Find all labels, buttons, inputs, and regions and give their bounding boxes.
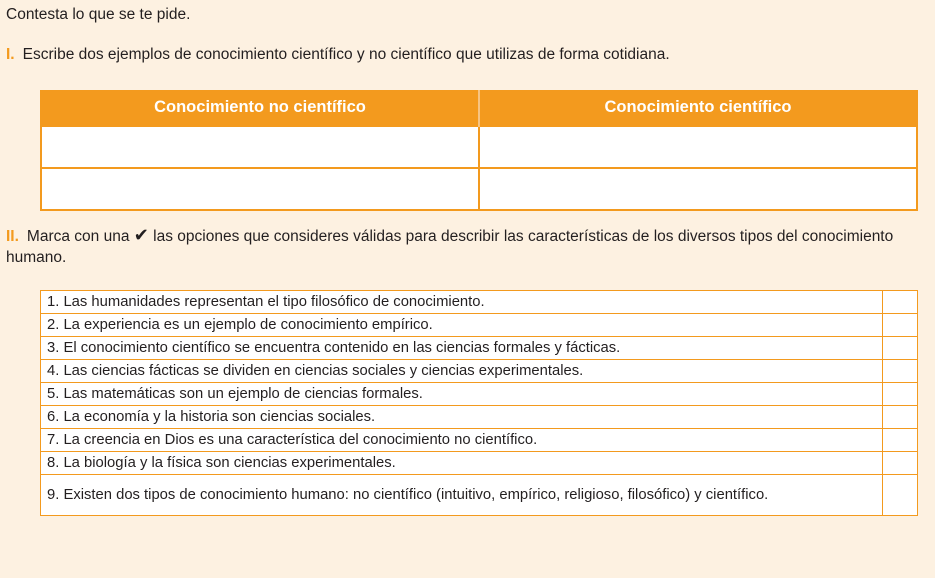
check-box[interactable] — [882, 383, 918, 406]
question-2 — [6, 225, 906, 268]
header-scientific: Conocimiento científico — [479, 90, 917, 126]
answer-cell-scientific-2[interactable] — [479, 168, 917, 210]
statements-checklist — [40, 290, 918, 516]
question-2-prompt-after: las opciones que consideres válidas para describir las características de los diversos tipos del conocimiento humano. — [6, 228, 894, 266]
answer-cell-non-scientific-2[interactable] — [41, 168, 479, 210]
statement-text: 1. Las humanidades representan el tipo filosófico de conocimiento. — [41, 291, 883, 314]
check-box[interactable] — [882, 475, 918, 516]
checkmark-icon: ✔ — [133, 225, 149, 245]
statement-text: 3. El conocimiento científico se encuentra contenido en las ciencias formales y fácticas. — [41, 337, 883, 360]
check-box[interactable] — [882, 314, 918, 337]
question-1-number: I. — [6, 46, 15, 63]
statement-text: 5. Las matemáticas son un ejemplo de ciencias formales. — [41, 383, 883, 406]
statement-text: 4. Las ciencias fácticas se dividen en ciencias sociales y ciencias experimentales. — [41, 360, 883, 383]
answer-cell-scientific-1[interactable] — [479, 126, 917, 168]
statement-row — [41, 406, 918, 429]
statement-row — [41, 314, 918, 337]
statement-row — [41, 337, 918, 360]
check-box[interactable] — [882, 360, 918, 383]
check-box[interactable] — [882, 406, 918, 429]
check-box[interactable] — [882, 291, 918, 314]
knowledge-examples-table — [40, 90, 918, 211]
table-row — [41, 168, 917, 210]
check-box[interactable] — [882, 337, 918, 360]
statement-text: 2. La experiencia es un ejemplo de conocimiento empírico. — [41, 314, 883, 337]
header-non-scientific: Conocimiento no científico — [41, 90, 479, 126]
statement-row — [41, 360, 918, 383]
question-2-number: II. — [6, 228, 19, 245]
table-row — [41, 126, 917, 168]
statement-text: 6. La economía y la historia son ciencias sociales. — [41, 406, 883, 429]
statement-row — [41, 383, 918, 406]
statement-row — [41, 475, 918, 516]
statement-text: 7. La creencia en Dios es una característica del conocimiento no científico. — [41, 429, 883, 452]
answer-cell-non-scientific-1[interactable] — [41, 126, 479, 168]
check-box[interactable] — [882, 429, 918, 452]
statement-text: 8. La biología y la física son ciencias experimentales. — [41, 452, 883, 475]
statement-row — [41, 452, 918, 475]
instruction: Contesta lo que se te pide. — [6, 6, 191, 23]
question-1-prompt: Escribe dos ejemplos de conocimiento científico y no científico que utilizas de forma cotidiana. — [22, 46, 670, 63]
statement-row — [41, 429, 918, 452]
question-1 — [6, 44, 670, 65]
check-box[interactable] — [882, 452, 918, 475]
statement-text: 9. Existen dos tipos de conocimiento humano: no científico (intuitivo, empírico, religioso, filosófico) y científico. — [41, 475, 883, 516]
statement-row — [41, 291, 918, 314]
question-2-prompt-before: Marca con una — [26, 228, 130, 245]
